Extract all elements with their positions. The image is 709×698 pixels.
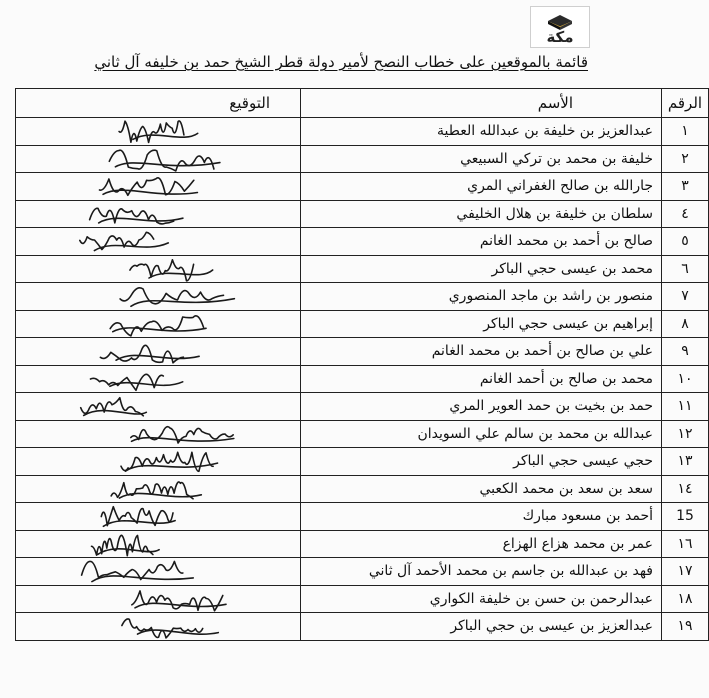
row-signature bbox=[16, 530, 301, 558]
table-row bbox=[16, 118, 709, 146]
row-name: عبدالعزيز بن عيسى بن حجي الباكر bbox=[301, 613, 662, 641]
handwritten-signature bbox=[16, 393, 270, 419]
handwritten-signature bbox=[16, 586, 270, 612]
row-signature bbox=[16, 503, 301, 531]
header-signature: التوقيع bbox=[16, 89, 301, 118]
table-row bbox=[16, 503, 709, 531]
row-number: ٧ bbox=[662, 283, 709, 311]
row-number: ٥ bbox=[662, 228, 709, 256]
row-signature bbox=[16, 310, 301, 338]
row-number: ١٤ bbox=[662, 475, 709, 503]
row-signature bbox=[16, 145, 301, 173]
site-logo bbox=[530, 6, 590, 48]
handwritten-signature bbox=[16, 531, 270, 557]
row-signature bbox=[16, 613, 301, 641]
row-signature bbox=[16, 420, 301, 448]
row-number: ١١ bbox=[662, 393, 709, 421]
handwritten-signature bbox=[16, 228, 270, 254]
row-name: إبراهيم بن عيسى حجي الباكر bbox=[301, 310, 662, 338]
table-row bbox=[16, 530, 709, 558]
row-number: ٢ bbox=[662, 145, 709, 173]
row-number: ١٧ bbox=[662, 558, 709, 586]
table-row bbox=[16, 558, 709, 586]
handwritten-signature bbox=[16, 146, 270, 172]
row-name: خليفة بن محمد بن تركي السبيعي bbox=[301, 145, 662, 173]
table-row bbox=[16, 448, 709, 476]
table-row bbox=[16, 365, 709, 393]
handwritten-signature bbox=[16, 613, 270, 639]
row-signature bbox=[16, 173, 301, 201]
row-name: سلطان بن خليفة بن هلال الخليفي bbox=[301, 200, 662, 228]
table-row bbox=[16, 228, 709, 256]
handwritten-signature bbox=[16, 201, 270, 227]
row-name: محمد بن صالح بن أحمد الغانم bbox=[301, 365, 662, 393]
row-number: 15 bbox=[662, 503, 709, 531]
row-number: ١٩ bbox=[662, 613, 709, 641]
table-row bbox=[16, 420, 709, 448]
row-number: ٨ bbox=[662, 310, 709, 338]
row-name: منصور بن راشد بن ماجد المنصوري bbox=[301, 283, 662, 311]
table-row bbox=[16, 338, 709, 366]
handwritten-signature bbox=[16, 338, 270, 364]
row-number: ٩ bbox=[662, 338, 709, 366]
table-row bbox=[16, 255, 709, 283]
handwritten-signature bbox=[16, 118, 270, 144]
table-row bbox=[16, 393, 709, 421]
row-signature bbox=[16, 393, 301, 421]
handwritten-signature bbox=[16, 558, 270, 584]
row-name: حمد بن بخيت بن حمد العوير المري bbox=[301, 393, 662, 421]
row-name: محمد بن عيسى حجي الباكر bbox=[301, 255, 662, 283]
row-signature bbox=[16, 200, 301, 228]
row-name: عبدالله بن محمد بن سالم علي السويدان bbox=[301, 420, 662, 448]
header-number: الرقم bbox=[662, 89, 709, 118]
row-signature bbox=[16, 255, 301, 283]
row-number: ٦ bbox=[662, 255, 709, 283]
row-name: عبدالعزيز بن خليفة بن عبدالله العطية bbox=[301, 118, 662, 146]
row-name: حجي عيسى حجي الباكر bbox=[301, 448, 662, 476]
row-number: ١٢ bbox=[662, 420, 709, 448]
table-header-row bbox=[16, 89, 709, 118]
row-number: ١ bbox=[662, 118, 709, 146]
handwritten-signature bbox=[16, 366, 270, 392]
row-name: سعد بن سعد بن محمد الكعبي bbox=[301, 475, 662, 503]
row-signature bbox=[16, 338, 301, 366]
row-name: فهد بن عبدالله بن جاسم بن محمد الأحمد آل ثاني bbox=[301, 558, 662, 586]
handwritten-signature bbox=[16, 421, 270, 447]
logo-text: مكة bbox=[546, 28, 574, 46]
table-body bbox=[16, 118, 709, 641]
header-name: الأسم bbox=[301, 89, 662, 118]
row-signature bbox=[16, 475, 301, 503]
table-row bbox=[16, 145, 709, 173]
row-name: جارالله بن صالح الغفراني المري bbox=[301, 173, 662, 201]
row-signature bbox=[16, 558, 301, 586]
table-row bbox=[16, 283, 709, 311]
table-row bbox=[16, 173, 709, 201]
row-signature bbox=[16, 585, 301, 613]
row-number: ١٦ bbox=[662, 530, 709, 558]
handwritten-signature bbox=[16, 311, 270, 337]
row-name: عمر بن محمد هزاع الهزاع bbox=[301, 530, 662, 558]
row-signature bbox=[16, 448, 301, 476]
table-row bbox=[16, 585, 709, 613]
row-number: ١٨ bbox=[662, 585, 709, 613]
table-row bbox=[16, 475, 709, 503]
table-row bbox=[16, 613, 709, 641]
row-number: ٤ bbox=[662, 200, 709, 228]
table-row bbox=[16, 310, 709, 338]
row-signature bbox=[16, 283, 301, 311]
handwritten-signature bbox=[16, 283, 270, 309]
row-signature bbox=[16, 365, 301, 393]
signatories-table bbox=[15, 88, 709, 641]
row-signature bbox=[16, 228, 301, 256]
handwritten-signature bbox=[16, 173, 270, 199]
row-number: ١٠ bbox=[662, 365, 709, 393]
handwritten-signature bbox=[16, 503, 270, 529]
row-signature bbox=[16, 118, 301, 146]
row-name: عبدالرحمن بن حسن بن خليفة الكواري bbox=[301, 585, 662, 613]
document-title: قائمة بالموقعين على خطاب النصح لأمير دولة قطر الشيخ حمد بن خليفه آل ثاني bbox=[94, 53, 588, 71]
row-number: ١٣ bbox=[662, 448, 709, 476]
handwritten-signature bbox=[16, 256, 270, 282]
table-row bbox=[16, 200, 709, 228]
row-name: أحمد بن مسعود مبارك bbox=[301, 503, 662, 531]
handwritten-signature bbox=[16, 448, 270, 474]
handwritten-signature bbox=[16, 476, 270, 502]
row-name: صالح بن أحمد بن محمد الغانم bbox=[301, 228, 662, 256]
row-number: ٣ bbox=[662, 173, 709, 201]
row-name: علي بن صالح بن أحمد بن محمد الغانم bbox=[301, 338, 662, 366]
